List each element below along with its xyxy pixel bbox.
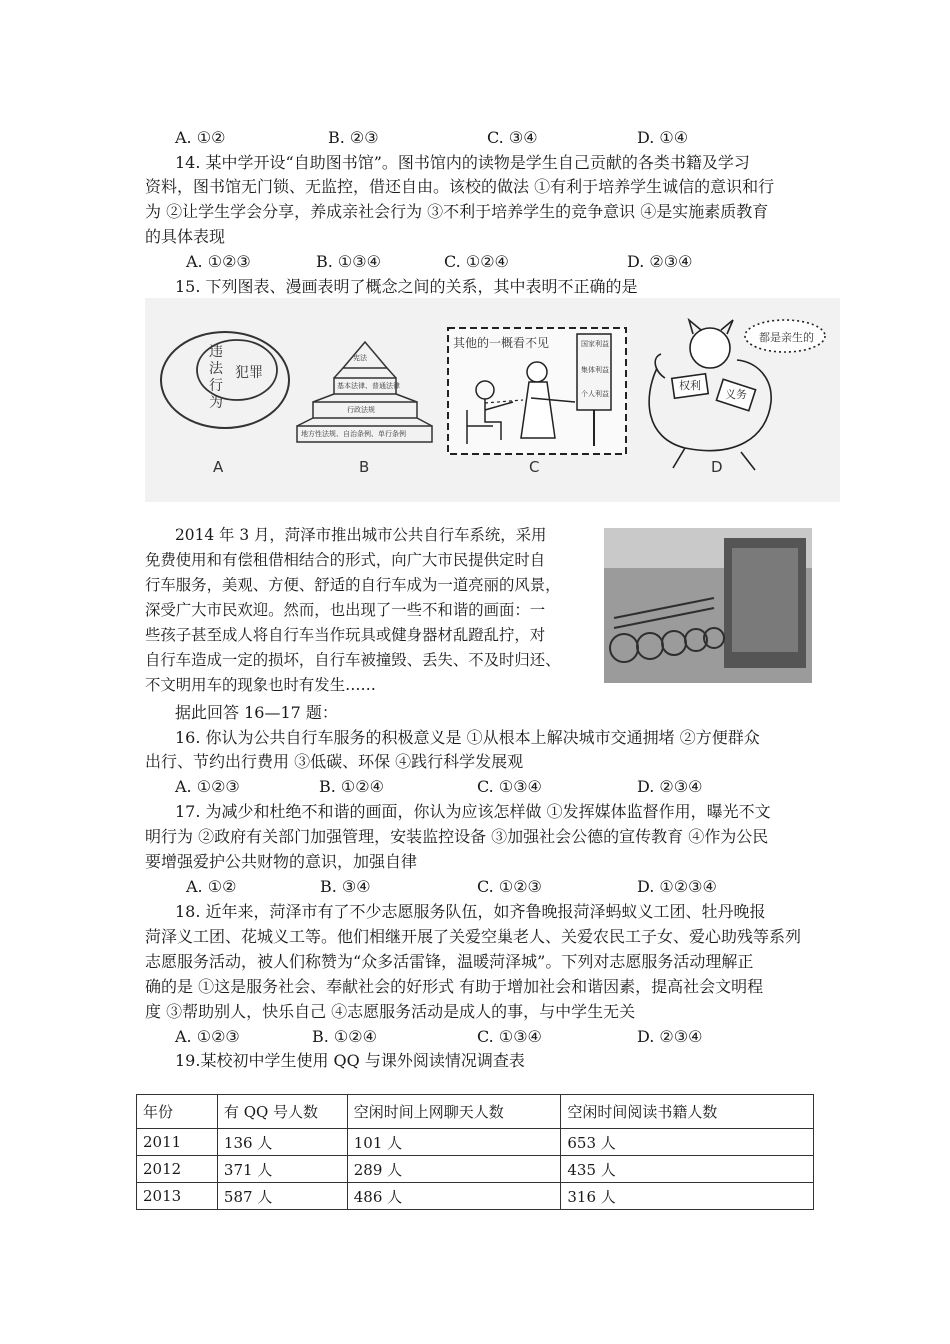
q18-option-d: D. ②③④ — [637, 1027, 703, 1046]
figure-a — [161, 332, 289, 428]
passage-line-4: 深受广大市民欢迎。然而，也出现了一些不和谐的画面：一 — [145, 601, 546, 619]
q16-line-1: 16. 你认为公共自行车服务的积极意义是 ①从根本上解决城市交通拥堵 ②方便群众 — [175, 728, 760, 747]
table-cell: 2012 — [137, 1156, 218, 1183]
table-cell: 136 人 — [217, 1129, 347, 1156]
table-cell: 289 人 — [347, 1156, 561, 1183]
table-row — [137, 1183, 814, 1210]
passage-line-2: 免费使用和有偿租借相结合的形式，向广大市民提供定时自 — [145, 551, 546, 569]
figure-c-board-1: 国家利益 — [581, 340, 609, 348]
figure-b-level-2: 基本法律、普通法律 — [337, 382, 400, 390]
q18-line-3: 志愿服务活动，被人们称赞为“众多活雷锋，温暖菏泽城”。下列对志愿服务活动理解正 — [145, 952, 754, 971]
q17-line-1: 17. 为减少和杜绝不和谐的画面，你认为应该怎样做 ①发挥媒体监督作用，曝光不文 — [175, 802, 771, 821]
table-header-cell: 空闲时间阅读书籍人数 — [561, 1095, 814, 1129]
figure-label-c: C — [529, 458, 540, 476]
q14-option-c: C. ①②④ — [444, 252, 509, 271]
q16-options — [175, 775, 735, 799]
q14-line-1: 14. 某中学开设“自助图书馆”。图书馆内的读物是学生自己贡献的各类书籍及学习 — [175, 153, 750, 172]
q18-option-b: B. ①②④ — [312, 1027, 377, 1046]
q14-line-2: 资料，图书馆无门锁、无监控，借还自由。该校的做法 ①有利于培养学生诚信的意识和行 — [145, 177, 775, 196]
q17-options — [186, 875, 746, 899]
figure-b-level-3: 行政法规 — [347, 406, 375, 414]
q15-stem: 15. 下列图表、漫画表明了概念之间的关系，其中表明不正确的是 — [175, 277, 638, 296]
figure-label-d: D — [711, 458, 723, 476]
bike-photo-drawing — [604, 528, 812, 683]
figure-c-board-3: 个人利益 — [581, 390, 609, 398]
q13-option-b: B. ②③ — [328, 128, 379, 147]
q14-line-3: 为 ②让学生学会分享，养成亲社会行为 ③不利于培养学生的竞争意识 ④是实施素质教育 — [145, 202, 769, 221]
q13-option-a: A. ①② — [175, 128, 226, 147]
q16-option-a: A. ①②③ — [175, 777, 240, 796]
table-header-row — [137, 1095, 814, 1129]
passage-line-3: 行车服务，美观、方便、舒适的自行车成为一道亮丽的风景， — [145, 576, 561, 594]
bike-passage — [145, 523, 590, 698]
q13-options — [175, 126, 735, 150]
q17-option-a: A. ①② — [186, 877, 237, 896]
passage-prompt: 据此回答 16—17 题： — [175, 703, 338, 722]
bike-station-photo — [604, 528, 812, 683]
table-cell: 2013 — [137, 1183, 218, 1210]
q18-option-a: A. ①②③ — [175, 1027, 240, 1046]
passage-line-1: 2014 年 3 月，菏泽市推出城市公共自行车系统，采用 — [175, 526, 547, 544]
figure-c-board-2: 集体利益 — [581, 366, 609, 374]
q14-option-d: D. ②③④ — [627, 252, 693, 271]
table-cell: 316 人 — [561, 1183, 814, 1210]
passage-line-5: 些孩子甚至成人将自行车当作玩具或健身器材乱蹬乱拧，对 — [145, 626, 546, 644]
table-cell: 486 人 — [347, 1183, 561, 1210]
figure-d-bubble: 都是亲生的 — [759, 331, 814, 344]
table-header-cell: 空闲时间上网聊天人数 — [347, 1095, 561, 1129]
table-cell: 101 人 — [347, 1129, 561, 1156]
q18-line-1: 18. 近年来，菏泽市有了不少志愿服务队伍，如齐鲁晚报菏泽蚂蚁义工团、牡丹晚报 — [175, 902, 766, 921]
table-header-cell: 有 QQ 号人数 — [217, 1095, 347, 1129]
table-cell: 587 人 — [217, 1183, 347, 1210]
q17-option-b: B. ③④ — [320, 877, 371, 896]
figure-b-level-1: 宪法 — [353, 354, 367, 362]
passage-line-7: 不文明用车的现象也时有发生…… — [145, 676, 376, 694]
figure-b-level-4: 地方性法规、自治条例、单行条例 — [301, 430, 406, 438]
q18-line-4: 确的是 ①这是服务社会、奉献社会的好形式 有助于增加社会和谐因素，提高社会文明程 — [145, 977, 764, 996]
figure-a-inner-label: 犯罪 — [235, 365, 263, 381]
q16-option-b: B. ①②④ — [319, 777, 384, 796]
q14-options — [186, 250, 746, 274]
q17-line-2: 明行为 ②政府有关部门加强管理，安装监控设备 ③加强社会公德的宣传教育 ④作为公民 — [145, 827, 769, 846]
q18-line-5: 度 ③帮助别人，快乐自己 ④志愿服务活动是成人的事，与中学生无关 — [145, 1002, 636, 1021]
figure-label-a: A — [213, 458, 224, 476]
table-row — [137, 1129, 814, 1156]
q17-line-3: 要增强爱护公共财物的意识，加强自律 — [145, 852, 418, 871]
passage-line-6: 自行车造成一定的损坏，自行车被撞毁、丢失、不及时归还、 — [145, 651, 561, 669]
qq-survey-table — [136, 1094, 814, 1210]
table-cell: 653 人 — [561, 1129, 814, 1156]
q13-option-d: D. ①④ — [637, 128, 689, 147]
table-header-cell: 年份 — [137, 1095, 218, 1129]
q14-option-a: A. ①②③ — [186, 252, 251, 271]
q17-option-c: C. ①②③ — [477, 877, 542, 896]
table-row — [137, 1156, 814, 1183]
q14-line-4: 的具体表现 — [145, 227, 226, 246]
q15-figure-band — [145, 298, 840, 502]
q18-line-2: 菏泽义工团、花城义工等。他们相继开展了关爱空巢老人、关爱农民工子女、爱心助残等系列 — [145, 927, 802, 946]
q13-option-c: C. ③④ — [487, 128, 538, 147]
figure-c-caption: 其他的一概看不见 — [453, 336, 550, 350]
q16-option-c: C. ①③④ — [477, 777, 542, 796]
q18-option-c: C. ①③④ — [477, 1027, 542, 1046]
table-cell: 2011 — [137, 1129, 218, 1156]
figure-d-tag-duties: 义务 — [725, 388, 747, 401]
figure-label-b: B — [359, 458, 370, 476]
q19-title: 19.某校初中学生使用 QQ 与课外阅读情况调查表 — [175, 1051, 525, 1070]
table-cell: 371 人 — [217, 1156, 347, 1183]
q18-options — [175, 1025, 735, 1049]
figure-a-outer-label: 违法行为 — [209, 344, 223, 411]
figure-d-tag-rights: 权利 — [679, 379, 701, 392]
q16-line-2: 出行、节约出行费用 ③低碳、环保 ④践行科学发展观 — [145, 752, 524, 771]
q14-option-b: B. ①③④ — [316, 252, 381, 271]
q17-option-d: D. ①②③④ — [637, 877, 717, 896]
table-cell: 435 人 — [561, 1156, 814, 1183]
q16-option-d: D. ②③④ — [637, 777, 703, 796]
